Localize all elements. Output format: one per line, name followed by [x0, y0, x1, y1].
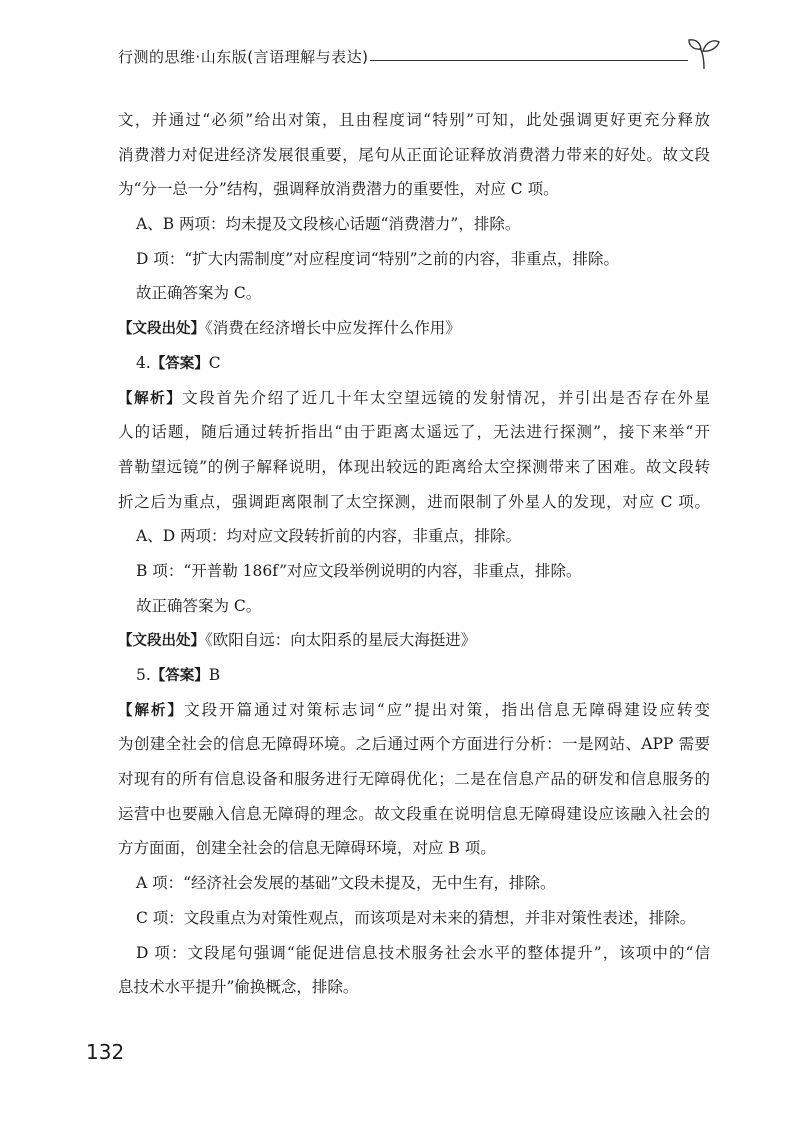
conclusion: 故正确答案为 C。 [136, 596, 262, 615]
source-text: 《消费在经济增长中应发挥什么作用》 [205, 319, 461, 338]
question-number: 4. [136, 353, 151, 372]
source-text: 《欧阳自远：向太阳系的星辰大海挺进》 [205, 631, 477, 650]
header-title: 行测的思维·山东版(言语理解与表达) [118, 48, 369, 66]
option-b-explanation: B 项：“开普勒 186f”对应文段举例说明的内容，非重点，排除。 [136, 561, 582, 580]
text-line: 对现有的所有信息设备和服务进行无障碍优化；二是在信息产品的研发和信息服务的 [118, 770, 710, 789]
source-line [118, 311, 710, 346]
answer-value: C [208, 353, 221, 372]
page-body [118, 103, 710, 1005]
text-line: 为创建全社会的信息无障碍环境。之后通过两个方面进行分析：一是网站、APP 需要 [118, 735, 710, 754]
text-line: 消费潜力对促进经济发展很重要，尾句从正面论证释放消费潜力带来的好处。故文段 [118, 145, 710, 164]
source-line [118, 623, 710, 658]
source-label: 【文段出处】 [118, 633, 205, 650]
answer-label: 【答案】 [150, 355, 209, 372]
text-line: 人的话题，随后通过转折指出“由于距离太遥远了，无法进行探测”，接下来举“开 [118, 423, 710, 442]
option-ad-explanation: A、D 两项：均对应文段转折前的内容，非重点，排除。 [136, 527, 522, 546]
header-rule [370, 60, 688, 61]
text-line: 文段首先介绍了近几十年太空望远镜的发射情况，并引出是否存在外星 [182, 388, 710, 407]
text-line: 文段开篇通过对策标志词“应”提出对策，指出信息无障碍建设应转变 [184, 700, 710, 719]
text-line: 文，并通过“必须”给出对策，且由程度词“特别”可知，此处强调更好更充分释放 [118, 111, 710, 129]
analysis-label: 【解析】 [118, 390, 183, 407]
answer-label: 【答案】 [150, 668, 209, 684]
analysis-line [118, 381, 710, 416]
text-line: 普勒望远镜”的例子解释说明，体现出较远的距离给太空探测带来了困难。故文段转 [118, 457, 710, 476]
option-ab-explanation: A、B 两项：均未提及文段核心话题“消费潜力”，排除。 [136, 215, 521, 234]
answer-line [118, 658, 710, 693]
analysis-label: 【解析】 [118, 702, 185, 719]
option-d-explanation: D 项：文段尾句强调“能促进信息技术服务社会水平的整体提升”，该项中的“信 [136, 943, 710, 962]
text-line: 运营中也要融入信息无障碍的理念。故文段重在说明信息无障碍建设应该融入社会的 [118, 804, 710, 823]
option-a-explanation: A 项：“经济社会发展的基础”文段未提及，无中生有，排除。 [136, 874, 556, 893]
answer-value: B [208, 666, 221, 684]
page-number: 132 [86, 1040, 125, 1064]
conclusion: 故正确答案为 C。 [136, 284, 262, 303]
option-c-explanation: C 项：文段重点为对策性观点，而该项是对未来的猜想，并非对策性表述，排除。 [136, 908, 696, 927]
text-line: 息技术水平提升”偷换概念，排除。 [118, 978, 359, 997]
text-line: 为“分一总一分”结构，强调释放消费潜力的重要性，对应 C 项。 [118, 180, 559, 199]
text-line: 折之后为重点，强调距离限制了太空探测，进而限制了外星人的发现，对应 C 项。 [118, 492, 710, 511]
source-label: 【文段出处】 [118, 321, 205, 338]
running-header [118, 36, 718, 76]
option-d-explanation: D 项：“扩大内需制度”对应程度词“特别”之前的内容，非重点，排除。 [136, 249, 620, 268]
text-line: 方方面面，创建全社会的信息无障碍环境，对应 B 项。 [118, 839, 496, 858]
question-number: 5. [136, 666, 151, 684]
sprout-icon [686, 36, 722, 70]
analysis-line [118, 693, 710, 728]
answer-line [118, 346, 710, 381]
